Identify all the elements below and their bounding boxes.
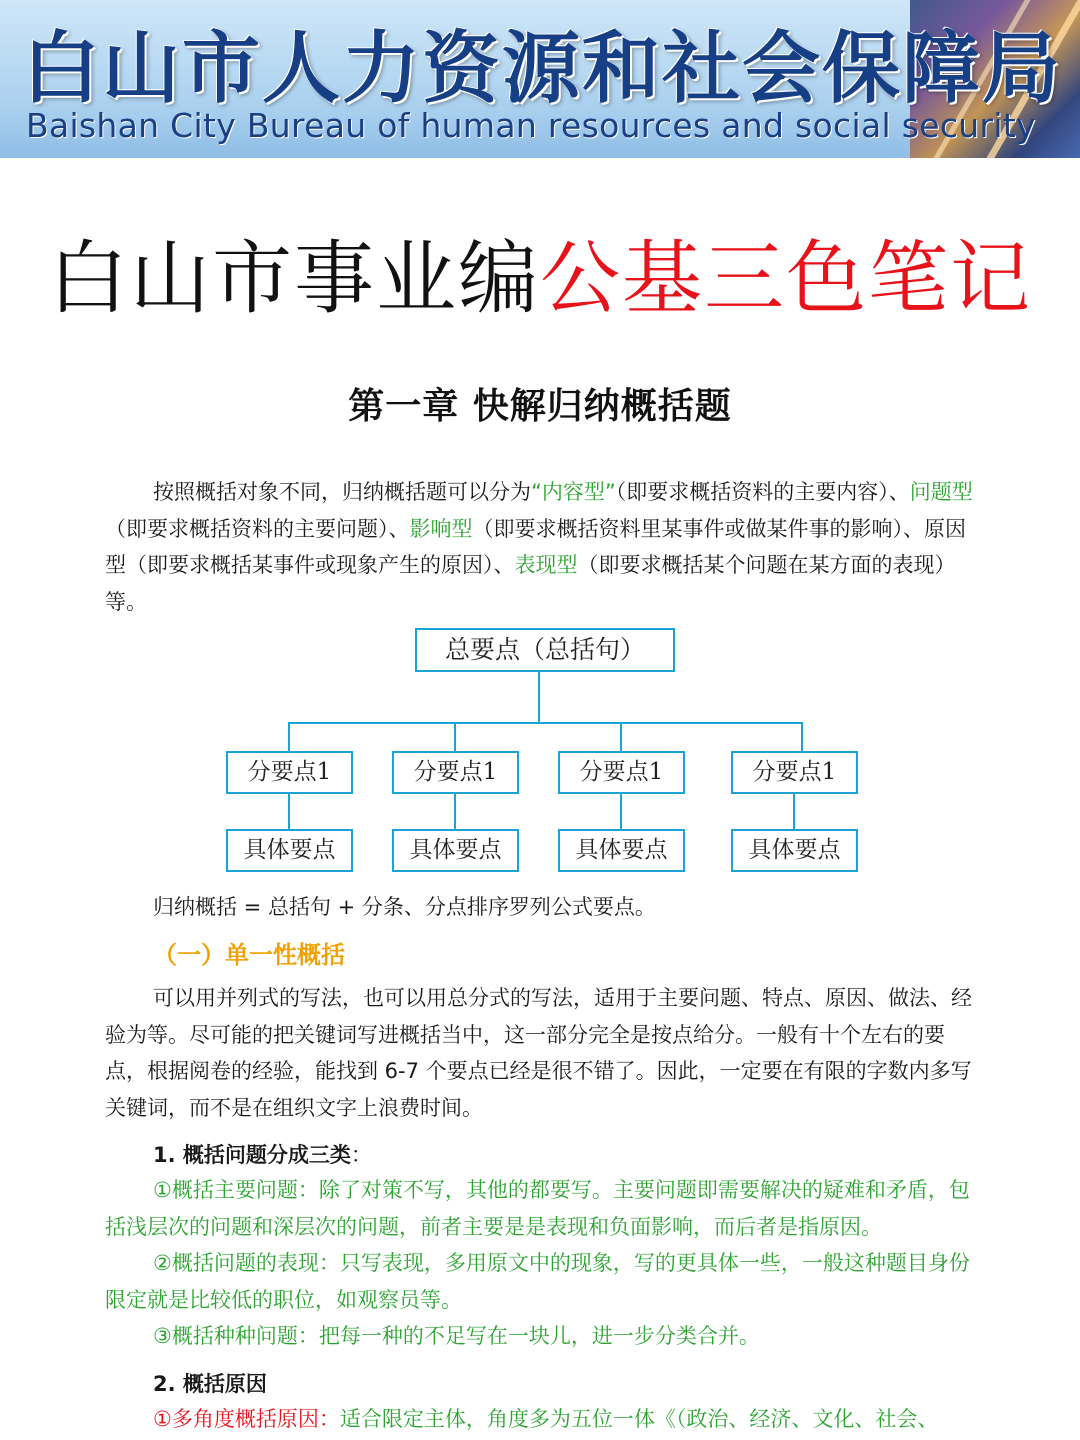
intro-text: （即要求概括某个问题在某方面的表现）等。 [105,553,956,614]
diagram-connector [620,722,622,752]
diagram-connector [454,722,456,752]
sub1-item-3: ③概括种种问题：把每一种的不足写在一块儿，进一步分类合并。 [153,1324,760,1348]
banner-title-en: Baishan City Bureau of human resources and social security [26,106,1036,145]
diagram-connector [538,672,540,724]
intro-text: （即要求概括资料里某事件或做某件事的影响）、原因型（即要求概括某事件或现象产生的原因）、 [105,516,966,577]
sub1-heading-colon: ： [350,1143,372,1167]
section1-heading: （一）单一性概括 [153,941,345,969]
diagram-sub-box: 分要点1 [392,751,519,794]
diagram-sub-box: 分要点1 [558,751,685,794]
sub1-heading-text: 1. 概括问题分成三类 [153,1143,351,1167]
diagram-detail-box: 具体要点 [392,829,519,872]
sub1-item-2: ②概括问题的表现：只写表现，多用原文中的现象，写的更具体一些，一般这种题目身份限定就是比较低的职位，如观察员等。 [105,1251,970,1312]
diagram-sub-box: 分要点1 [226,751,353,794]
sub2-item-1-text: 适合限定主体，角度多为五位一体《（政治、经济、文化、社会、 [339,1407,939,1431]
header-banner [0,0,1080,158]
diagram-sub-box: 分要点1 [731,751,858,794]
banner-title-cn: 白山市人力资源和社会保障局 [22,24,1063,114]
sub1-item-1: ①概括主要问题：除了对策不写，其他的都要写。主要问题即需要解决的疑难和矛盾，包括浅层次的问题和深层次的问题，前者主要是是表现和负面影响，而后者是指原因。 [105,1178,970,1239]
intro-term-performance: 表现型 [514,553,578,577]
sub1-heading [153,1139,372,1169]
chapter-heading: 第一章 快解归纳概括题 [348,386,732,427]
diagram-detail-box: 具体要点 [558,829,685,872]
diagram-connector [288,722,803,724]
sub2-item-1-label: ①多角度概括原因： [153,1407,340,1431]
diagram-detail-box: 具体要点 [731,829,858,872]
intro-text: 按照概括对象不同，归纳概括题可以分为 [153,480,531,504]
diagram-connector [454,794,456,830]
diagram-connector [288,722,290,752]
intro-term-impact: 影响型 [409,516,473,541]
diagram-connector [288,794,290,830]
diagram-top-box: 总要点（总括句） [415,628,675,672]
intro-term-content: “内容型” [531,480,616,504]
intro-text: （即要求概括资料的主要问题）、 [105,516,410,541]
intro-paragraph [105,474,983,620]
diagram-detail-box: 具体要点 [226,829,353,872]
document-title-black: 白山市事业编 [48,232,540,325]
sub2-heading: 2. 概括原因 [153,1372,267,1396]
section1-paragraph: 可以用并列式的写法，也可以用总分式的写法，适用于主要问题、特点、原因、做法、经验为等。尽可能的把关键词写进概括当中，这一部分完全是按点给分。一般有十个左右的要点，根据阅卷的经验，能找到 6-7 个要点已经是很不错了。因此，一定要在有限的字数内多写关键词，而不是在组织文字上浪费时间。 [105,986,972,1120]
diagram-connector [620,794,622,830]
intro-term-problem: 问题型 [909,480,973,504]
diagram-connector [801,722,803,752]
sub2-item-1 [105,1401,983,1440]
document-title-red: 公基三色笔记 [540,232,1032,325]
formula-line: 归纳概括 = 总括句 + 分条、分点排序罗列公式要点。 [153,895,656,919]
intro-text: （即要求概括资料的主要内容）、 [615,480,910,504]
diagram-connector [793,794,795,830]
document-title [0,214,1080,329]
